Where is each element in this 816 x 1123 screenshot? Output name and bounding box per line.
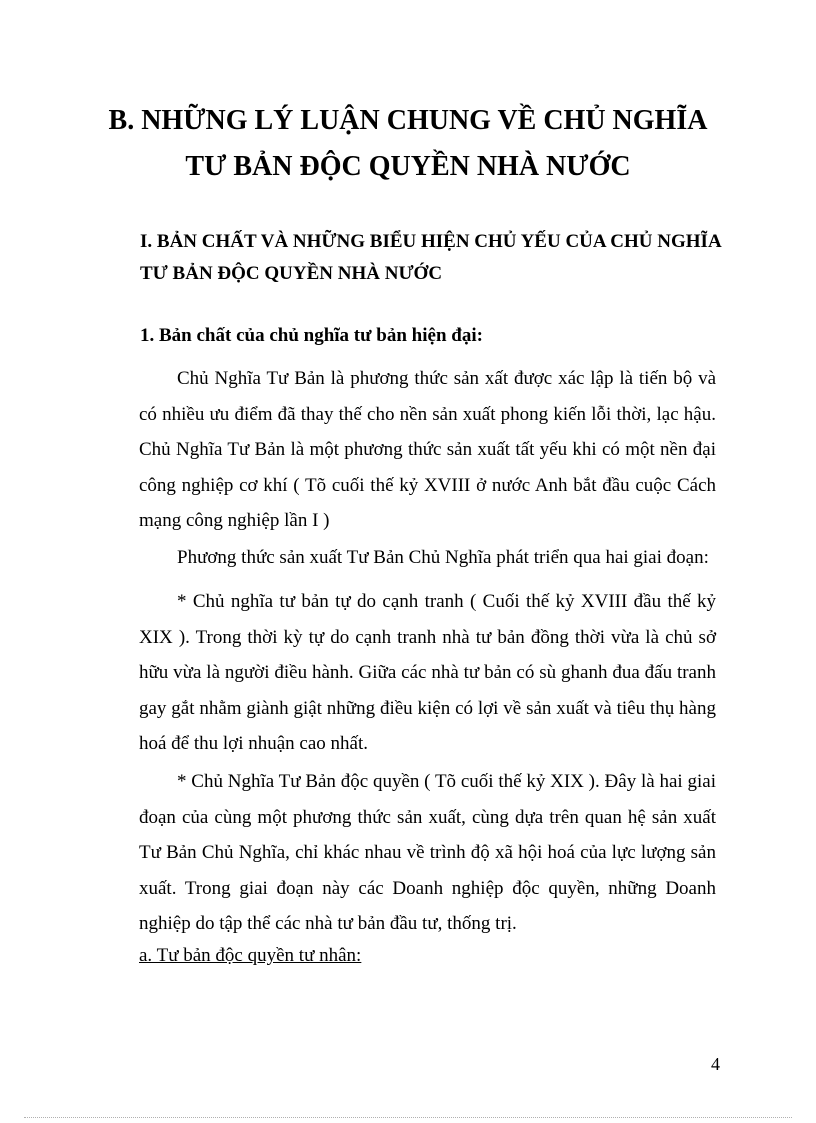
page-number: 4 bbox=[711, 1054, 720, 1074]
paragraph bbox=[139, 584, 716, 762]
main-title-line-2: TƯ BẢN ĐỘC QUYỀN NHÀ NƯỚC bbox=[185, 151, 631, 182]
paragraph bbox=[139, 540, 716, 576]
paragraph bbox=[139, 361, 716, 539]
page-bottom-divider bbox=[24, 1117, 792, 1118]
section-heading-line-1: I. BẢN CHẤT VÀ NHỮNG BIỂU HIỆN CHỦ YẾU CỦA CHỦ NGHĨA bbox=[140, 231, 722, 252]
paragraph-text: * Chủ Nghĩa Tư Bản độc quyền ( Tõ cuối thế kỷ XIX ). Đây là hai giai đoạn của cùng một phương thức sản xuất, cùng dựa trên quan hệ sản xuất Tư Bản Chủ Nghĩa, chỉ khác nhau về trình độ xã hội hoá của lực lượng sản xuất. Trong giai đoạn này các Doanh nghiệp độc quyền, những Doanh nghiệp do tập thể các nhà tư bản đầu tư, thống trị. bbox=[139, 771, 716, 934]
section-heading-line-2: TƯ BẢN ĐỘC QUYỀN NHÀ NƯỚC bbox=[140, 263, 443, 284]
paragraph-text: Phương thức sản xuất Tư Bản Chủ Nghĩa phát triển qua hai giai đoạn: bbox=[177, 547, 709, 568]
subsection-heading: 1. Bản chất của chủ nghĩa tư bản hiện đại: bbox=[140, 325, 483, 346]
main-title-line-1: B. NHỮNG LÝ LUẬN CHUNG VỀ CHỦ NGHĨA bbox=[108, 105, 708, 136]
main-title bbox=[90, 98, 726, 190]
paragraph-text: * Chủ nghĩa tư bản tự do cạnh tranh ( Cuối thế kỷ XVIII đầu thế kỷ XIX ). Trong thời kỳ tự do cạnh tranh nhà tư bản đồng thời vừa là chủ sở hữu vừa là người điều hành. Giữa các nhà tư bản có sù ghanh đua đấu tranh gay gắt nhằm giành giật những điều kiện có lợi về sản xuất và tiêu thụ hàng hoá để thu lợi nhuận cao nhất. bbox=[139, 591, 716, 754]
section-heading bbox=[140, 226, 740, 290]
paragraph bbox=[139, 764, 716, 942]
paragraph-text: Chủ Nghĩa Tư Bản là phương thức sản xất được xác lập là tiến bộ và có nhiều ưu điểm đã thay thế cho nền sản xuất phong kiến lỗi thời, lạc hậu. Chủ Nghĩa Tư Bản là một phương thức sản xuất tất yếu khi có một nền đại công nghiệp cơ khí ( Tõ cuối thế kỷ XVIII ở nước Anh bắt đầu cuộc Cách mạng công nghiệp lần I ) bbox=[139, 368, 716, 531]
subheading-a: a. Tư bản độc quyền tư nhân: bbox=[139, 945, 362, 966]
